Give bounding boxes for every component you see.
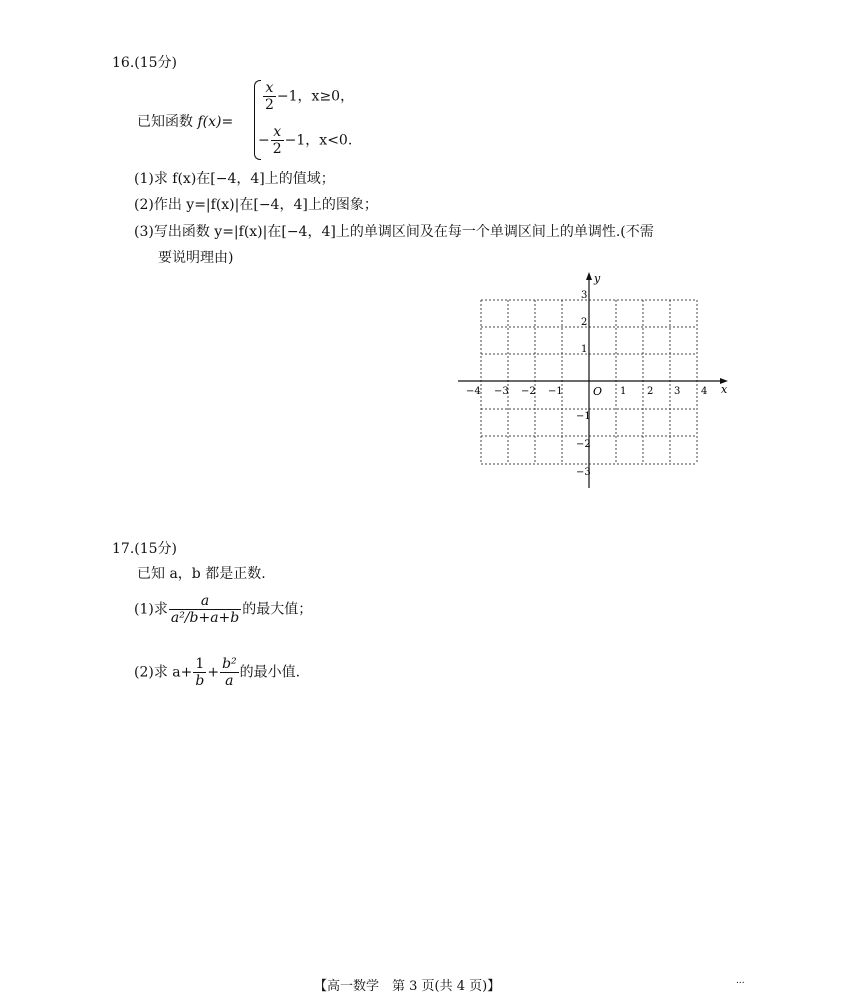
y-tick-label: −1 <box>576 411 591 422</box>
y-tick-label: 3 <box>581 290 588 301</box>
corner-mark: ... <box>736 976 745 986</box>
x-tick-label: −1 <box>548 386 563 397</box>
q17-part2-suffix: 的最小值. <box>239 664 301 681</box>
q16-header: 16.(15分) <box>112 55 178 71</box>
x-tick-label: 4 <box>701 386 708 397</box>
case1-rest: −1，x≥0， <box>276 88 355 105</box>
q16-part1: (1)求 f(x)在[−4，4]上的值域； <box>134 171 335 187</box>
x-tick-label: 1 <box>620 386 627 397</box>
q16-part3-line2: 要说明理由) <box>158 250 234 266</box>
q17-part2-prefix: (2)求 a+ <box>134 664 193 681</box>
case2-den: 2 <box>272 141 282 157</box>
q17-header: 17.(15分) <box>112 541 178 557</box>
y-axis-arrow <box>586 272 592 280</box>
x-tick-label: −4 <box>466 386 481 397</box>
q16-part3-line1: (3)写出函数 y=|f(x)|在[−4，4]上的单调区间及在每一个单调区间上的单调性.(不需 <box>134 224 654 240</box>
q17-part1 <box>134 593 312 626</box>
q17-part1-fraction <box>169 593 241 626</box>
case1-den: 2 <box>265 97 274 113</box>
q17-part2 <box>134 656 300 689</box>
q17-part1-prefix: (1)求 <box>134 601 168 618</box>
y-tick-label: 2 <box>581 317 588 328</box>
origin-label: O <box>593 385 603 398</box>
q17-part2-frac1 <box>193 656 206 689</box>
y-tick-label: 1 <box>581 344 588 355</box>
q17-part2-frac1-den: b <box>195 673 205 689</box>
q17-part2-frac2-num: b² <box>222 656 237 672</box>
y-axis-label: y <box>594 272 601 285</box>
case1-num: x <box>263 80 276 97</box>
q16-part2: (2)作出 y=|f(x)|在[−4，4]上的图象； <box>134 197 378 213</box>
q17-part2-frac2-den: a <box>225 673 234 689</box>
y-tick-label: −3 <box>576 467 591 478</box>
q17-part1-den: a²/b+a+b <box>170 610 240 626</box>
x-tick-label: −2 <box>521 386 536 397</box>
x-axis-label: x <box>721 383 728 396</box>
case2-minus: − <box>258 132 270 149</box>
q17-part1-num: a <box>169 593 241 610</box>
q17-part2-plus: + <box>207 664 220 681</box>
page-footer: 【高一数学 第 3 页(共 4 页)】 <box>314 979 501 994</box>
case2-rest: −1，x<0. <box>284 132 353 149</box>
y-tick-label: −2 <box>576 439 591 450</box>
x-tick-label: −3 <box>494 386 509 397</box>
x-tick-label: 2 <box>647 386 654 397</box>
q16-func-lhs: f(x)= <box>197 114 234 130</box>
q17-part2-frac2 <box>220 656 239 689</box>
q17-part2-frac1-num: 1 <box>193 656 206 673</box>
q16-intro-text: 已知函数 <box>137 114 193 130</box>
q17-part1-suffix: 的最大值； <box>242 601 313 618</box>
case2-num: x <box>271 124 284 141</box>
x-tick-label: 3 <box>674 386 681 397</box>
q17-intro: 已知 a，b 都是正数. <box>137 566 266 582</box>
